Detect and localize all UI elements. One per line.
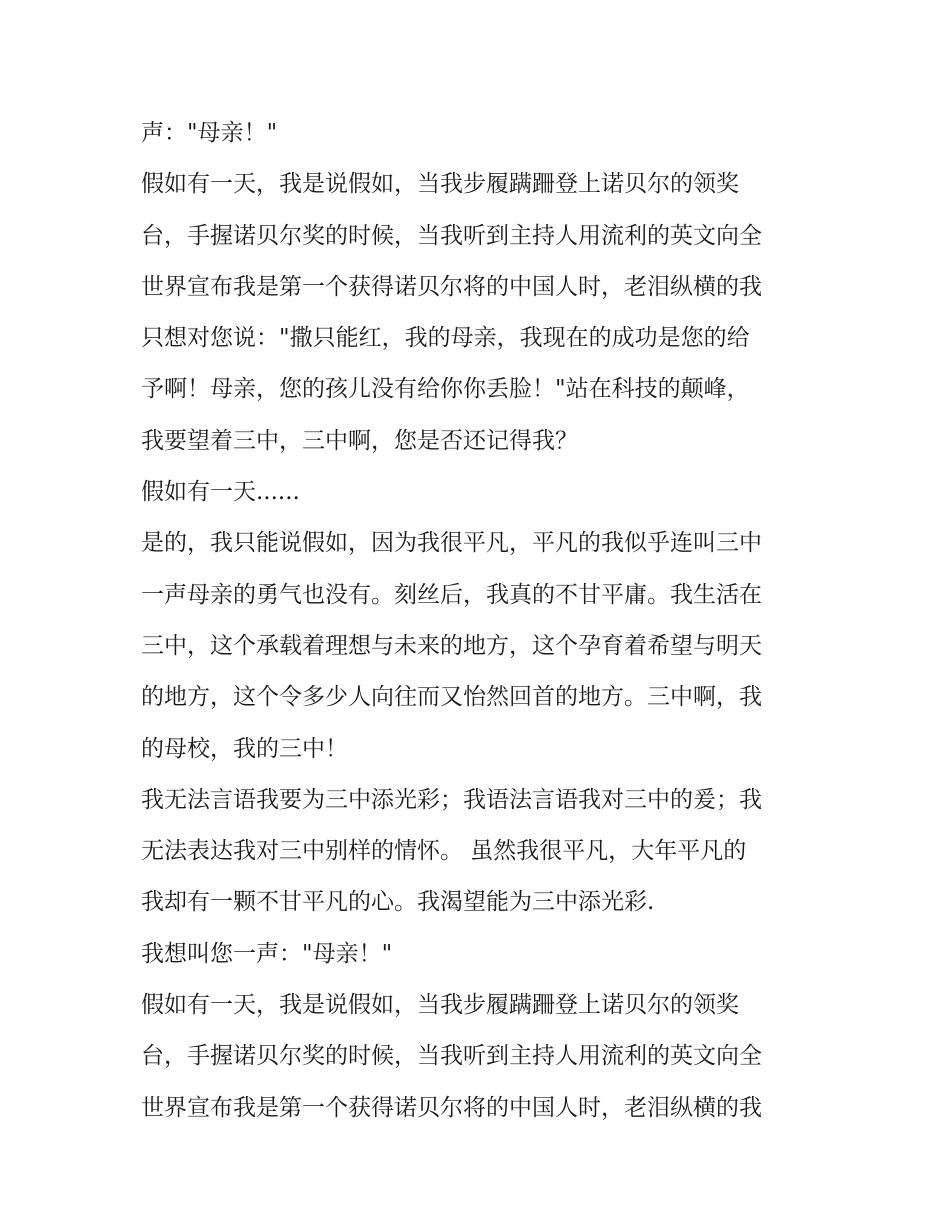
text-line: 我想叫您一声："母亲！": [141, 940, 393, 967]
text-line: 一声母亲的勇气也没有。刻丝后，我真的不甘平庸。我生活在: [141, 581, 762, 608]
text-line: 我却有一颗不甘平凡的心。我渴望能为三中添光彩.: [141, 889, 655, 916]
text-line: 台，手握诺贝尔奖的时候，当我听到主持人用流利的英文向全: [141, 222, 762, 249]
text-line: 假如有一天，我是说假如，当我步履蹒跚登上诺贝尔的领奖: [141, 171, 739, 198]
text-line: 无法表达我对三中别样的情怀。 虽然我很平凡，大年平凡的: [141, 838, 747, 865]
text-line: 予啊！母亲，您的孩儿没有给你你丢脸！"站在科技的颠峰，: [141, 376, 750, 403]
text-line: 的地方，这个令多少人向往而又怡然回首的地方。三中啊，我: [141, 684, 762, 711]
document-body: [141, 108, 821, 1134]
text-line: 三中，这个承载着理想与未来的地方，这个孕育着希望与明天: [141, 632, 762, 659]
text-line: 台，手握诺贝尔奖的时候，当我听到主持人用流利的英文向全: [141, 1043, 762, 1070]
text-line: 的母校，我的三中！: [141, 735, 348, 762]
text-line: 声："母亲！": [141, 120, 278, 146]
text-line: 世界宣布我是第一个获得诺贝尔将的中国人时，老泪纵横的我: [141, 1094, 762, 1121]
text-line: 只想对您说："撒只能红，我的母亲，我现在的成功是您的给: [141, 325, 750, 352]
text-line: 我无法言语我要为三中添光彩；我语法言语我对三中的爰；我: [141, 786, 762, 813]
text-line: 是的，我只能说假如，因为我很平凡，平凡的我似乎连叫三中: [141, 530, 762, 557]
text-line: 假如有一天......: [141, 479, 300, 506]
text-line: 假如有一天，我是说假如，当我步履蹒跚登上诺贝尔的领奖: [141, 992, 739, 1019]
text-line: 世界宣布我是第一个获得诺贝尔将的中国人时，老泪纵横的我: [141, 273, 762, 300]
text-line: 我要望着三中，三中啊，您是否还记得我？: [141, 427, 578, 454]
